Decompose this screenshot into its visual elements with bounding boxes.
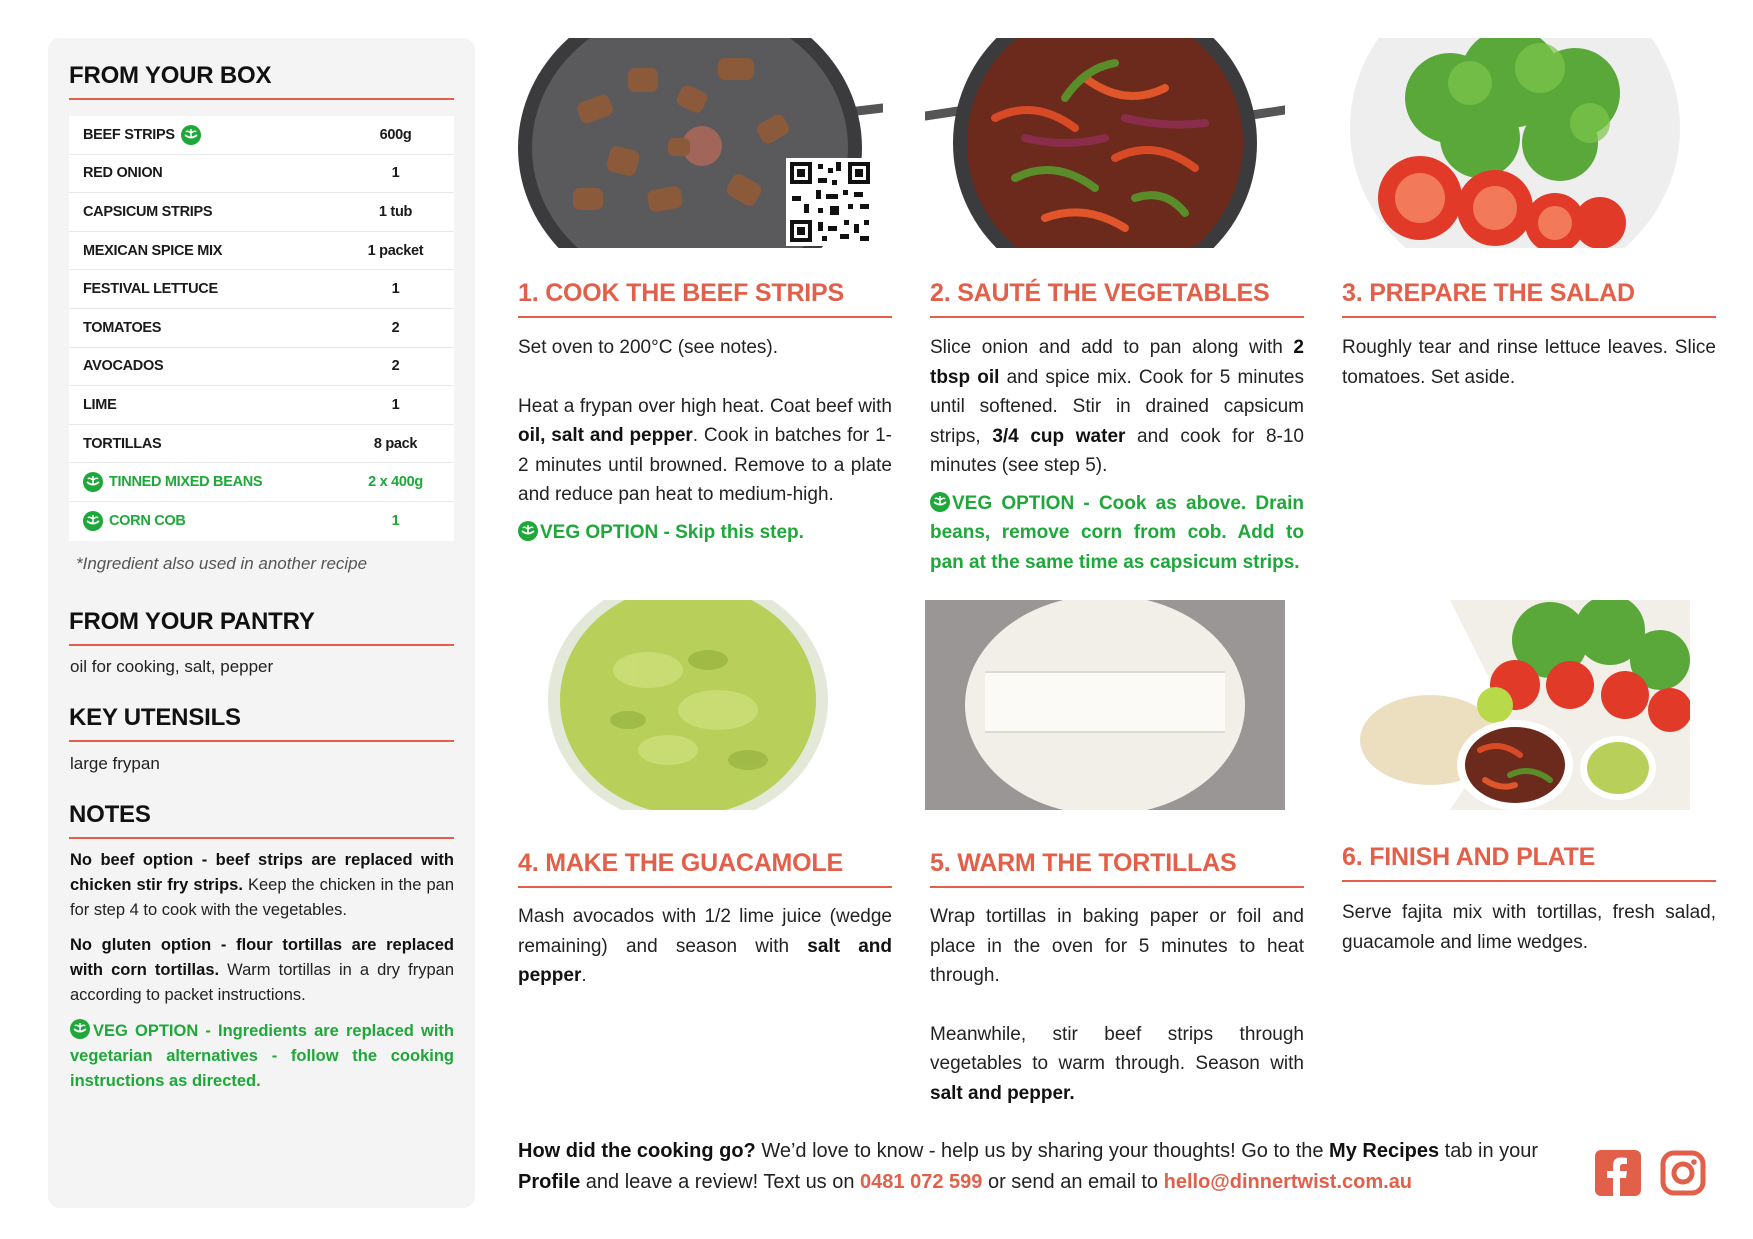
ingredient-name: FESTIVAL LETTUCE bbox=[83, 281, 218, 298]
ingredient-name-cell bbox=[69, 204, 337, 220]
step-1-veg-option bbox=[518, 518, 892, 548]
veg-leaf-icon bbox=[181, 125, 201, 145]
my-recipes-tab-link[interactable]: My Recipes bbox=[1329, 1140, 1440, 1162]
ingredients-table bbox=[69, 116, 454, 541]
veg-leaf-icon bbox=[83, 511, 103, 531]
ingredient-quantity: 1 bbox=[391, 165, 400, 182]
step-4-text-a: Mash avocados with 1/2 lime juice (wedge remaining) and season with bbox=[518, 906, 892, 957]
from-your-pantry-heading: FROM YOUR PANTRY bbox=[69, 608, 454, 646]
feedback-text-2: tab in your bbox=[1439, 1140, 1539, 1162]
ingredient-name: LIME bbox=[83, 396, 117, 413]
feedback-message bbox=[518, 1136, 1558, 1198]
ingredient-name: CORN COB bbox=[109, 513, 186, 530]
ingredient-name: CAPSICUM STRIPS bbox=[83, 203, 213, 220]
facebook-icon[interactable] bbox=[1595, 1150, 1641, 1196]
step-2-veg-text: VEG OPTION - Cook as above. Drain beans, remove corn from cob. Add to pan at the same time as capsicum strips. bbox=[930, 492, 1304, 573]
ingredient-quantity: 2 bbox=[391, 358, 400, 375]
note-no-beef-bold: No beef option - beef strips are replaced with chicken stir fry strips. bbox=[70, 851, 454, 894]
ingredient-row bbox=[69, 348, 454, 387]
ingredient-name-cell bbox=[69, 472, 337, 492]
step-2-para bbox=[930, 333, 1304, 481]
ingredients-panel bbox=[48, 38, 475, 1208]
feedback-text-1: We’d love to know - help us by sharing your thoughts! Go to the bbox=[755, 1140, 1330, 1162]
note-no-beef bbox=[70, 848, 454, 923]
step-3-instructions: Roughly tear and rinse lettuce leaves. Slice tomatoes. Set aside. bbox=[1342, 337, 1716, 388]
step-1-para-2 bbox=[518, 392, 892, 510]
note-veg-option bbox=[70, 1019, 454, 1094]
veg-leaf-icon bbox=[930, 492, 950, 512]
ingredient-quantity: 1 tub bbox=[378, 203, 413, 220]
step-2-title: 2. SAUTÉ THE VEGETABLES bbox=[930, 279, 1304, 318]
ingredient-name: TINNED MIXED BEANS bbox=[109, 474, 263, 491]
ingredient-name: TORTILLAS bbox=[83, 435, 162, 452]
step-6-title: 6. FINISH AND PLATE bbox=[1342, 843, 1716, 882]
step-2-text-oil: 2 tbsp oil bbox=[930, 337, 1304, 388]
ingredient-name-cell bbox=[69, 511, 337, 531]
ingredient-quantity: 600g bbox=[379, 126, 412, 143]
step-1-veg-text: VEG OPTION - Skip this step. bbox=[540, 521, 804, 543]
ingredient-row bbox=[69, 425, 454, 464]
step-4-text-bold: salt and pepper bbox=[518, 935, 892, 986]
ingredient-name-cell bbox=[69, 125, 337, 145]
ingredient-name-cell bbox=[69, 243, 337, 259]
step-1-text-c: . Cook in batches for 1-2 minutes until browned. Remove to a plate and reduce pan heat to medium-high. bbox=[518, 425, 892, 505]
step-2-text-a: Slice onion and add to pan along with bbox=[930, 337, 1294, 358]
ingredient-name: AVOCADOS bbox=[83, 358, 164, 375]
step-2-veg-option bbox=[930, 489, 1304, 578]
ingredient-name-cell bbox=[69, 165, 337, 181]
pantry-list: oil for cooking, salt, pepper bbox=[70, 657, 274, 676]
step-6-instructions: Serve fajita mix with tortillas, fresh salad, guacamole and lime wedges. bbox=[1342, 902, 1716, 953]
salad-bowl-photo bbox=[1330, 38, 1700, 248]
note-veg-option-text: VEG OPTION - Ingredients are replaced with vegetarian alternatives - follow the cooking instructions as directed. bbox=[70, 1022, 454, 1090]
utensils-list: large frypan bbox=[70, 754, 160, 773]
step-2-instructions bbox=[930, 333, 1304, 577]
wrapped-tortillas-photo bbox=[925, 600, 1285, 810]
note-no-gluten-text: Warm tortillas in a dry frypan according to packet instructions. bbox=[70, 961, 454, 1004]
ingredient-quantity: 8 pack bbox=[373, 435, 418, 452]
step-4-title: 4. MAKE THE GUACAMOLE bbox=[518, 849, 892, 888]
ingredient-row bbox=[69, 463, 454, 502]
ingredient-name: RED ONION bbox=[83, 165, 163, 182]
guacamole-bowl-photo bbox=[518, 600, 883, 810]
ingredient-name-cell bbox=[69, 436, 337, 452]
note-no-beef-text: Keep the chicken in the pan for step 4 to cook with the vegetables. bbox=[70, 876, 454, 919]
ingredient-quantity: 2 bbox=[391, 319, 400, 336]
ingredient-name: TOMATOES bbox=[83, 319, 162, 336]
step-5-text-a: Meanwhile, stir beef strips through vegetables to warm through. Season with bbox=[930, 1023, 1304, 1074]
step-5-para-2 bbox=[930, 1020, 1304, 1109]
email-link[interactable]: hello@dinnertwist.com.au bbox=[1163, 1171, 1413, 1193]
from-your-box-heading: FROM YOUR BOX bbox=[69, 62, 454, 100]
ingredient-name: BEEF STRIPS bbox=[83, 126, 175, 143]
ingredient-row bbox=[69, 309, 454, 348]
ingredient-name-cell bbox=[69, 397, 337, 413]
plated-fajitas-photo bbox=[1330, 600, 1690, 810]
ingredient-quantity: 1 bbox=[391, 396, 400, 413]
ingredient-row bbox=[69, 386, 454, 425]
step-3-title: 3. PREPARE THE SALAD bbox=[1342, 279, 1716, 318]
step-5-title: 5. WARM THE TORTILLAS bbox=[930, 849, 1304, 888]
note-no-gluten bbox=[70, 933, 454, 1008]
feedback-text-4: or send an email to bbox=[982, 1171, 1164, 1193]
ingredient-row bbox=[69, 502, 454, 541]
ingredient-row bbox=[69, 116, 454, 155]
ingredient-name-cell bbox=[69, 358, 337, 374]
ingredient-quantity: 1 packet bbox=[367, 242, 424, 259]
ingredient-name: MEXICAN SPICE MIX bbox=[83, 242, 223, 259]
ingredient-quantity: 1 bbox=[391, 281, 400, 298]
step-2-text-water: 3/4 cup water bbox=[992, 425, 1126, 447]
ingredient-quantity: 2 x 400g bbox=[368, 474, 423, 491]
step-5-text-bold: salt and pepper. bbox=[930, 1082, 1075, 1104]
step-1-instructions bbox=[518, 333, 892, 547]
vegetables-in-pan-photo bbox=[925, 38, 1285, 248]
step-1-text-a: Heat a frypan over high heat. Coat beef with bbox=[518, 395, 892, 417]
ingredient-name-cell bbox=[69, 281, 337, 297]
step-1-para-1: Set oven to 200°C (see notes). bbox=[518, 337, 779, 358]
step-2-text-e: and cook for 8-10 minutes (see step 5). bbox=[930, 425, 1305, 476]
notes-heading: NOTES bbox=[69, 801, 454, 839]
ingredient-row bbox=[69, 232, 454, 271]
ingredient-quantity: 1 bbox=[391, 513, 400, 530]
ingredient-footnote: *Ingredient also used in another recipe bbox=[76, 554, 368, 573]
qr-code-icon bbox=[786, 158, 874, 246]
ingredient-row bbox=[69, 193, 454, 232]
step-1-text-bold: oil, salt and pepper bbox=[518, 425, 693, 446]
feedback-question: How did the cooking go? bbox=[518, 1140, 756, 1162]
veg-leaf-icon bbox=[518, 521, 538, 541]
profile-link[interactable]: Profile bbox=[518, 1171, 581, 1193]
phone-number-link[interactable]: 0481 072 599 bbox=[860, 1171, 983, 1193]
beef-strips-in-pan-photo bbox=[518, 38, 883, 248]
feedback-text-3: and leave a review! Text us on bbox=[580, 1171, 861, 1193]
key-utensils-heading: KEY UTENSILS bbox=[69, 704, 454, 742]
veg-leaf-icon bbox=[83, 472, 103, 492]
step-2-text-c: and spice mix. Cook for 5 minutes until softened. Stir in drained capsicum strips, bbox=[930, 366, 1304, 447]
instagram-icon[interactable] bbox=[1660, 1150, 1706, 1196]
veg-leaf-icon bbox=[70, 1019, 90, 1039]
step-4-text-c: . bbox=[581, 965, 587, 986]
ingredient-row bbox=[69, 270, 454, 309]
step-5-instructions bbox=[930, 902, 1304, 1108]
step-1-title: 1. COOK THE BEEF STRIPS bbox=[518, 279, 892, 318]
ingredient-row bbox=[69, 155, 454, 194]
step-4-instructions bbox=[518, 902, 892, 991]
ingredient-name-cell bbox=[69, 320, 337, 336]
step-5-para-1: Wrap tortillas in baking paper or foil and place in the oven for 5 minutes to heat through. bbox=[930, 906, 1304, 986]
note-no-gluten-bold: No gluten option - flour tortillas are replaced with corn tortillas. bbox=[70, 936, 454, 979]
